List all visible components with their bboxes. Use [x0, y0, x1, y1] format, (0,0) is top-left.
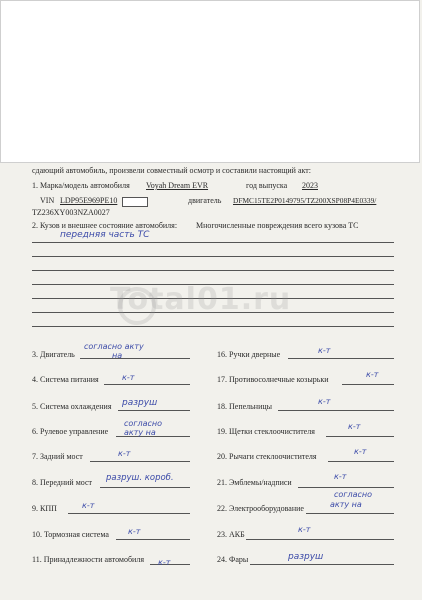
item-brakes-label: 10. Тормозная система — [32, 530, 109, 539]
item-accessories-hand: к-т — [158, 558, 171, 567]
body-handwritten: передняя часть ТС — [60, 230, 150, 240]
item-battery-hand: к-т — [298, 525, 311, 534]
item-fuel-hand: к-т — [122, 373, 135, 382]
model-label: 1. Марка/модель автомобиля — [32, 181, 130, 190]
redacted-area — [0, 0, 420, 163]
item-wiper-brushes-hand: к-т — [348, 422, 361, 431]
answer-line — [288, 358, 394, 359]
engine-value: DFMC15TE2P0149795/TZ200XSP08P4E0339/ — [233, 196, 377, 205]
answer-line — [250, 564, 394, 565]
rule-line — [32, 270, 394, 271]
answer-line — [342, 384, 394, 385]
year-value: 2023 — [302, 181, 318, 190]
item-ashtrays-label: 18. Пепельницы — [217, 402, 273, 411]
engine-value-cont: TZ236XY003NZA0027 — [32, 208, 110, 217]
item-battery-label: 23. АКБ — [217, 530, 245, 539]
answer-line — [298, 487, 394, 488]
item-steering-hand-2: акту на — [124, 428, 156, 437]
item-gearbox-label: 9. КПП — [32, 504, 57, 513]
body-label: 2. Кузов и внешнее состояние автомобиля: — [32, 221, 178, 230]
answer-line — [326, 436, 394, 437]
item-brakes-hand: к-т — [128, 527, 141, 536]
watermark: Total01.ru — [110, 282, 292, 317]
vin-value: LDP95E969PE10 — [60, 196, 118, 205]
item-sun-visors-hand: к-т — [366, 370, 379, 379]
item-door-handles-label: 16. Ручки дверные — [217, 350, 281, 359]
item-rear-axle-hand: к-т — [118, 449, 131, 458]
answer-line — [100, 487, 190, 488]
answer-line — [118, 410, 190, 411]
item-wiper-brushes-label: 19. Щетки стеклоочистителя — [217, 427, 315, 436]
item-sun-visors-label: 17. Противосолнечные козырьки — [217, 375, 329, 384]
vin-redaction-box — [122, 197, 148, 207]
model-value: Voyah Dream EVR — [146, 181, 209, 190]
answer-line — [90, 461, 190, 462]
intro-text: сдающий автомобиль, произвели совместный осмотр и составили настоящий акт: — [32, 166, 311, 175]
item-steering-label: 6. Рулевое управление — [32, 427, 109, 436]
item-wiper-arms-hand: к-т — [354, 447, 367, 456]
item-front-axle-hand: разруш. короб. — [106, 473, 174, 483]
answer-line — [306, 513, 394, 514]
item-engine-label: 3. Двигатель — [32, 350, 75, 359]
body-value: Многочисленные повреждения всего кузова ТС — [196, 221, 359, 230]
year-label: год выпуска — [246, 181, 288, 190]
item-headlights-label: 24. Фары — [217, 555, 249, 564]
vin-label: VIN — [40, 196, 55, 205]
rule-line — [32, 326, 394, 327]
answer-line — [246, 539, 394, 540]
item-cooling-label: 5. Система охлаждения — [32, 402, 112, 411]
answer-line — [116, 539, 190, 540]
engine-label: двигатель — [188, 196, 222, 205]
item-accessories-label: 11. Принадлежности автомобиля — [32, 555, 144, 564]
answer-line — [68, 513, 190, 514]
rule-line — [32, 242, 394, 243]
item-wiper-arms-label: 20. Рычаги стеклоочистителя — [217, 452, 317, 461]
item-front-axle-label: 8. Передний мост — [32, 478, 92, 487]
item-headlights-hand: разруш — [288, 552, 324, 562]
item-rear-axle-label: 7. Задний мост — [32, 452, 83, 461]
answer-line — [104, 384, 190, 385]
item-door-handles-hand: к-т — [318, 346, 331, 355]
item-cooling-hand: разруш — [122, 398, 158, 408]
item-fuel-label: 4. Система питания — [32, 375, 99, 384]
answer-line — [328, 461, 394, 462]
item-ashtrays-hand: к-т — [318, 397, 331, 406]
item-gearbox-hand: к-т — [82, 501, 95, 510]
item-emblems-hand: к-т — [334, 472, 347, 481]
rule-line — [32, 256, 394, 257]
answer-line — [278, 410, 394, 411]
item-engine-hand-2: на — [112, 351, 123, 360]
item-electrical-hand-2: акту на — [330, 500, 362, 509]
answer-line — [80, 358, 190, 359]
item-electrical-label: 22. Электрооборудование — [217, 504, 304, 513]
item-emblems-label: 21. Эмблемы/надписи — [217, 478, 292, 487]
item-electrical-hand-1: согласно — [334, 490, 373, 499]
item-steering-hand-1: согласно — [124, 419, 163, 428]
item-engine-hand-1: согласно акту — [84, 342, 144, 351]
